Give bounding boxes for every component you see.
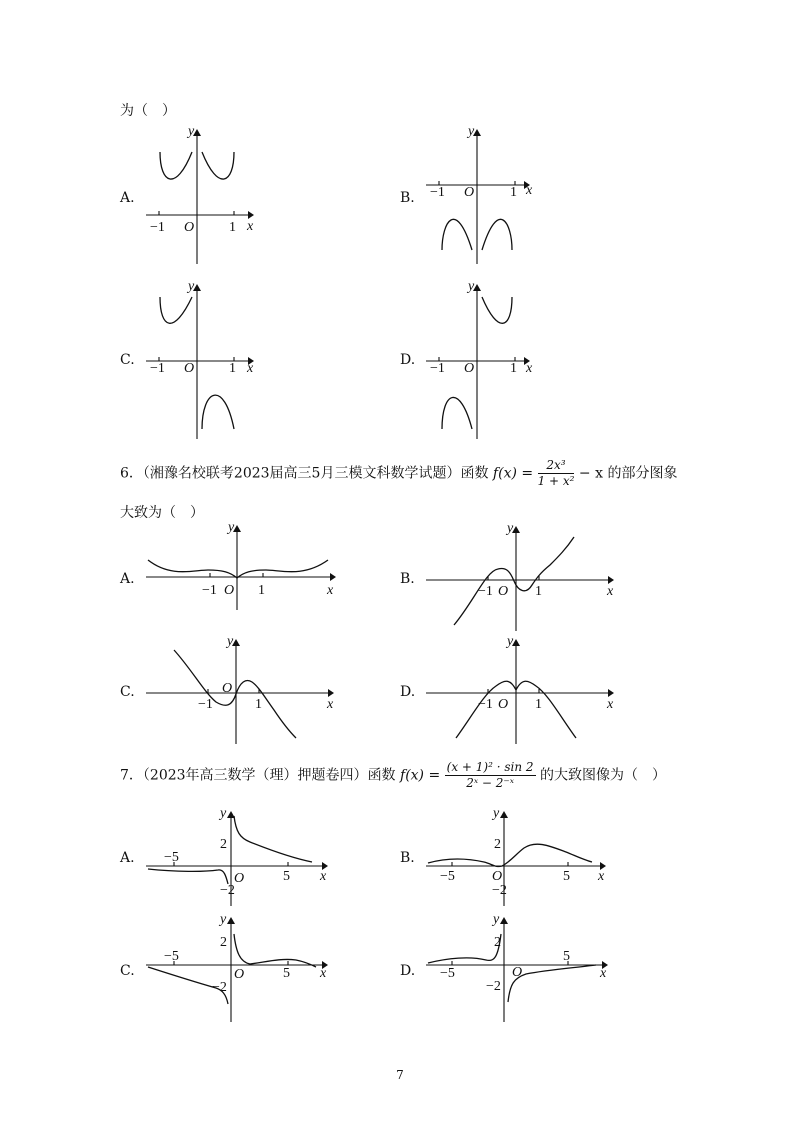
tick-label-pos5: 5 (563, 949, 570, 964)
q7-option-a-label[interactable]: A. (120, 850, 135, 866)
tick-label-pos1: 1 (535, 697, 542, 712)
curve (174, 650, 296, 738)
q5-graph-d[interactable] (426, 279, 546, 439)
tick-label-neg1: −1 (150, 220, 165, 235)
tick-label-pos5: 5 (283, 966, 290, 981)
y-axis-label: y (493, 912, 500, 927)
tick-label-pos2: 2 (494, 837, 501, 852)
curve-left (442, 219, 472, 250)
x-axis-label: x (327, 697, 334, 712)
origin-label: O (498, 697, 509, 712)
x-axis-label: x (320, 869, 327, 884)
y-axis-label: y (493, 806, 500, 821)
y-axis-label: y (188, 124, 195, 139)
q7-graph-b[interactable] (426, 806, 616, 906)
x-axis-label: x (247, 219, 254, 234)
q6-option-c-label[interactable]: C. (120, 684, 135, 700)
tick-label-neg2: −2 (220, 883, 235, 898)
q6-graph-a[interactable] (146, 520, 346, 610)
q6-graph-d[interactable] (426, 634, 646, 744)
x-axis-label: x (320, 966, 327, 981)
x-axis-label: x (607, 584, 614, 599)
tick-label-pos2: 2 (220, 837, 227, 852)
q7-source: （2023年高三数学（理）押题卷四） (142, 767, 368, 784)
origin-label: O (464, 185, 475, 200)
tick-label-neg5: −5 (440, 966, 455, 981)
tick-label-neg1: −1 (202, 583, 217, 598)
q6-number: 6． (120, 465, 143, 482)
x-axis-label: x (247, 361, 254, 376)
origin-label: O (222, 681, 233, 696)
y-axis-label: y (220, 806, 227, 821)
q5-graph-b[interactable] (426, 124, 546, 264)
q5-option-a-label[interactable]: A. (120, 190, 135, 206)
curve (148, 560, 328, 578)
q7-tail: 的大致图像为（ ） (540, 767, 666, 784)
tick-label-neg2: −2 (212, 980, 227, 995)
q5-lead-text: 为（ ） (120, 103, 176, 119)
origin-label: O (234, 967, 245, 982)
q6-fraction (538, 458, 575, 489)
origin-label: O (184, 361, 195, 376)
page-number: 7 (396, 1068, 404, 1082)
tick-label-neg1: −1 (478, 697, 493, 712)
tick-label-pos1: 1 (255, 697, 262, 712)
origin-label: O (512, 965, 523, 980)
x-axis-arrow (330, 573, 336, 581)
q5-graph-c[interactable] (146, 279, 266, 439)
curve-upper (160, 297, 192, 323)
tick-label-pos1: 1 (229, 220, 236, 235)
q7-func-lhs: f(x) = (400, 767, 441, 784)
q7-fraction-denominator: 2ˣ − 2⁻ˣ (466, 776, 514, 790)
x-axis-arrow (248, 211, 254, 219)
tick-label-neg5: −5 (164, 949, 179, 964)
tick-label-pos1: 1 (510, 361, 517, 376)
q7-lead: 函数 (367, 767, 396, 784)
q7-option-d-label[interactable]: D. (400, 963, 416, 979)
q5-option-d-label[interactable]: D. (400, 352, 416, 368)
origin-label: O (464, 361, 475, 376)
q7-graph-d[interactable] (426, 912, 616, 1022)
q5-option-c-label[interactable]: C. (120, 352, 135, 368)
x-axis-arrow (608, 689, 614, 697)
curve-left (148, 869, 228, 884)
q6-func-lhs: f(x) = (492, 465, 534, 482)
curve-right (202, 152, 234, 179)
tick-label-pos1: 1 (510, 185, 517, 200)
q6-option-a-label[interactable]: A. (120, 571, 135, 587)
y-axis-arrow (500, 917, 508, 924)
y-axis-label: y (188, 279, 195, 294)
tick-label-neg5: −5 (440, 869, 455, 884)
y-axis-label: y (507, 521, 514, 536)
tick-label-pos1: 1 (229, 361, 236, 376)
x-axis-label: x (598, 869, 605, 884)
tick-label-neg1: −1 (150, 361, 165, 376)
tick-label-neg2: −2 (492, 883, 507, 898)
tick-label-neg2: −2 (486, 979, 501, 994)
tick-label-pos2: 2 (494, 935, 501, 950)
q7-graph-c[interactable] (146, 912, 336, 1022)
q6-graph-b[interactable] (426, 521, 646, 631)
tick-label-pos5: 5 (563, 869, 570, 884)
tick-label-pos1: 1 (258, 583, 265, 598)
q5-graph-a[interactable] (146, 124, 266, 264)
tick-label-neg1: −1 (478, 584, 493, 599)
origin-label: O (224, 583, 235, 598)
y-axis-label: y (227, 634, 234, 649)
origin-label: O (234, 871, 245, 886)
q7-option-c-label[interactable]: C. (120, 963, 135, 979)
curve-lower (202, 395, 234, 429)
tick-label-neg5: −5 (164, 850, 179, 865)
curve (454, 537, 574, 625)
x-axis-label: x (600, 966, 607, 981)
q6-source: （湘豫名校联考2023届高三5月三模文科数学试题） (142, 465, 461, 482)
q6-fraction-numerator: 2x³ (538, 458, 575, 474)
y-axis-label: y (228, 520, 235, 535)
q7-stem (120, 760, 666, 791)
origin-label: O (492, 869, 503, 884)
curve-left (428, 934, 501, 963)
x-axis-label: x (526, 361, 533, 376)
q6-fraction-denominator: 1 + x² (537, 474, 575, 488)
curve-right (234, 816, 312, 862)
q6-stem (120, 458, 677, 489)
y-axis-label: y (468, 124, 475, 139)
origin-label: O (498, 584, 509, 599)
origin-label: O (184, 220, 195, 235)
curve-right (234, 934, 316, 967)
x-axis-arrow (608, 576, 614, 584)
y-axis-arrow (500, 811, 508, 818)
y-axis-label: y (468, 279, 475, 294)
tick-label-pos1: 1 (535, 584, 542, 599)
curve (428, 844, 592, 866)
tick-label-pos5: 5 (283, 869, 290, 884)
y-axis-label: y (220, 912, 227, 927)
q6-tail: − x 的部分图象 (578, 465, 678, 482)
x-axis-label: x (327, 583, 334, 598)
q6-lead: 函数 (460, 465, 489, 482)
curve-left (160, 152, 192, 179)
q7-option-b-label[interactable]: B. (400, 850, 415, 866)
tick-label-neg1: −1 (430, 361, 445, 376)
curve-lower (442, 397, 472, 429)
q6-option-b-label[interactable]: B. (400, 571, 415, 587)
y-axis-arrow (227, 917, 235, 924)
x-axis-label: x (607, 697, 614, 712)
x-axis-label: x (526, 183, 533, 198)
tick-label-pos2: 2 (220, 935, 227, 950)
q5-option-b-label[interactable]: B. (400, 190, 415, 206)
q7-graph-a[interactable] (146, 806, 336, 906)
q6-graph-c[interactable] (146, 634, 366, 744)
q7-number: 7． (120, 767, 143, 784)
q7-fraction (445, 760, 536, 791)
q6-option-d-label[interactable]: D. (400, 684, 416, 700)
tick-label-neg1: −1 (198, 697, 213, 712)
q7-fraction-numerator: (x + 1)² · sin 2 (446, 760, 534, 774)
x-axis-arrow (328, 689, 334, 697)
curve-upper (482, 297, 512, 323)
q6-stem-line2: 大致为（ ） (120, 505, 204, 521)
curve-right (482, 219, 512, 250)
tick-label-neg1: −1 (430, 185, 445, 200)
y-axis-label: y (507, 634, 514, 649)
